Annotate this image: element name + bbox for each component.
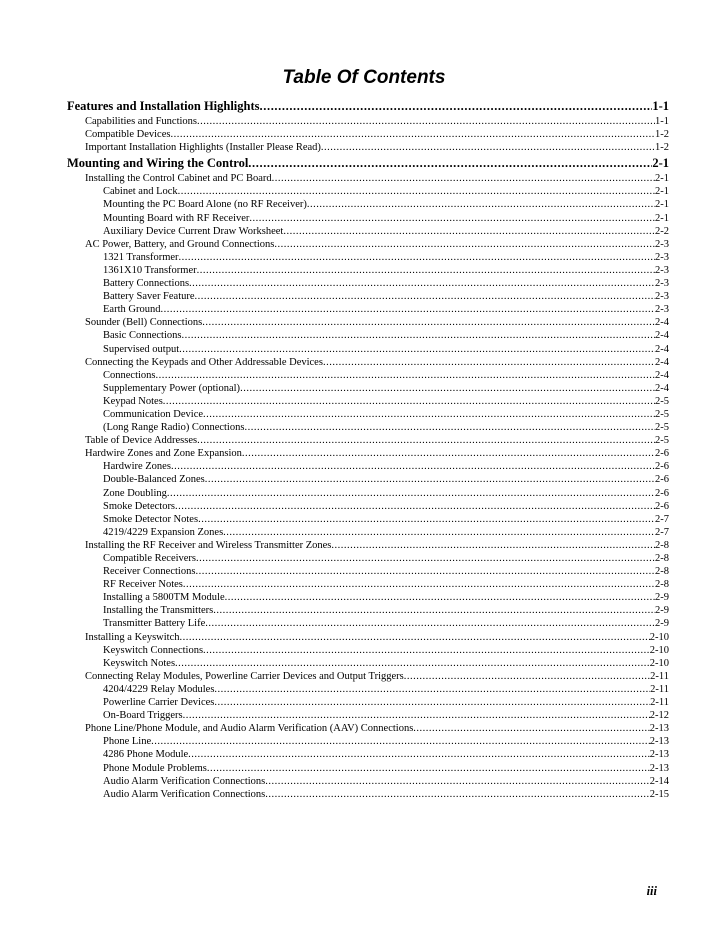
toc-entry-page: 2-7 <box>655 526 669 538</box>
toc-entry-page: 2-8 <box>655 579 669 591</box>
toc-item-entry <box>67 408 669 421</box>
toc-entry-page: 2-4 <box>655 382 669 394</box>
toc-entry-page: 2-8 <box>655 566 669 578</box>
toc-dot-leader <box>196 552 655 565</box>
toc-entry-page: 1-1 <box>652 99 669 113</box>
toc-entry-page: 2-4 <box>655 317 669 329</box>
toc-entry-page: 2-13 <box>649 736 669 748</box>
toc-entry-page: 2-11 <box>650 683 669 695</box>
toc-dot-leader <box>274 238 655 251</box>
toc-entry-label: Installing the Control Cabinet and PC Board <box>85 173 272 185</box>
toc-item-entry <box>67 277 669 290</box>
toc-dot-leader <box>175 657 650 670</box>
toc-dot-leader <box>203 408 655 421</box>
toc-entry-page: 2-2 <box>655 225 669 237</box>
toc-entry-label: Supplementary Power (optional) <box>103 382 241 394</box>
toc-entry-label: Zone Doubling <box>103 487 167 499</box>
toc-entry-label: Phone Module Problems <box>103 762 207 774</box>
toc-dot-leader <box>213 604 655 617</box>
toc-entry-page: 2-6 <box>655 448 669 460</box>
toc-entry-label: Table of Device Addresses <box>85 435 198 447</box>
toc-entry-label: Important Installation Highlights (Installer Please Read) <box>85 142 321 154</box>
toc-entry-label: Connecting Relay Modules, Powerline Carrier Devices and Output Triggers <box>85 670 404 682</box>
toc-entry-page: 2-6 <box>655 500 669 512</box>
toc-subsection-entry <box>67 447 669 460</box>
toc-item-entry <box>67 473 669 486</box>
toc-dot-leader <box>272 172 655 185</box>
toc-entry-page: 2-5 <box>655 408 669 420</box>
toc-item-entry <box>67 604 669 617</box>
toc-dot-leader <box>321 141 655 154</box>
toc-entry-label: Mounting and Wiring the Control <box>67 156 249 171</box>
toc-dot-leader <box>207 762 650 775</box>
toc-item-entry <box>67 212 669 225</box>
toc-dot-leader <box>170 128 655 141</box>
toc-item-entry <box>67 225 669 238</box>
toc-entry-label: Auxiliary Device Current Draw Worksheet <box>103 225 284 237</box>
toc-subsection-entry <box>67 631 669 644</box>
toc-dot-leader <box>183 578 655 591</box>
toc-dot-leader <box>265 788 650 801</box>
toc-dot-leader <box>307 198 655 211</box>
toc-entry-label: Mounting Board with RF Receiver <box>103 212 250 224</box>
toc-entry-label: Connecting the Keypads and Other Addressable Devices <box>85 356 323 368</box>
toc-item-entry <box>67 657 669 670</box>
toc-entry-label: Features and Installation Highlights <box>67 99 260 113</box>
toc-dot-leader <box>179 631 649 644</box>
toc-entry-label: Transmitter Battery Life <box>103 618 206 630</box>
toc-entry-page: 2-3 <box>655 291 669 303</box>
toc-item-entry <box>67 617 669 630</box>
toc-entry-label: Battery Connections <box>103 278 190 290</box>
toc-entry-label: Earth Ground <box>103 304 161 316</box>
toc-entry-label: (Long Range Radio) Connections <box>103 422 245 434</box>
toc-subsection-entry <box>67 722 669 735</box>
toc-entry-page: 2-13 <box>649 749 669 761</box>
toc-entry-label: Connections <box>103 369 156 381</box>
toc-entry-label: Cabinet and Lock <box>103 186 178 198</box>
toc-entry-label: Audio Alarm Verification Connections <box>103 775 266 787</box>
toc-dot-leader <box>163 395 655 408</box>
toc-item-entry <box>67 421 669 434</box>
toc-subsection-entry <box>67 238 669 251</box>
toc-entry-page: 2-13 <box>649 762 669 774</box>
toc-entry-page: 1-2 <box>655 142 669 154</box>
toc-dot-leader <box>202 316 655 329</box>
toc-entry-label: Hardwire Zones and Zone Expansion <box>85 448 242 460</box>
toc-entry-page: 1-2 <box>655 129 669 141</box>
toc-item-entry <box>67 303 669 316</box>
toc-entry-label: AC Power, Battery, and Ground Connections <box>85 238 275 250</box>
toc-dot-leader <box>179 343 655 356</box>
toc-subsection-entry <box>67 172 669 185</box>
toc-dot-leader <box>197 434 655 447</box>
toc-dot-leader <box>265 775 650 788</box>
toc-item-entry <box>67 369 669 382</box>
toc-dot-leader <box>189 277 655 290</box>
toc-dot-leader <box>181 329 655 342</box>
toc-entry-page: 2-8 <box>655 553 669 564</box>
toc-item-entry <box>67 500 669 513</box>
toc-dot-leader <box>178 185 655 198</box>
toc-item-entry <box>67 565 669 578</box>
toc-entry-label: Installing the Transmitters <box>103 605 214 617</box>
toc-entry-page: 2-10 <box>649 631 669 643</box>
toc-entry-label: Smoke Detectors <box>103 500 176 512</box>
toc-entry-label: Keyswitch Connections <box>103 644 204 656</box>
toc-item-entry <box>67 487 669 500</box>
toc-entry-page: 1-1 <box>655 116 669 127</box>
toc-section-entry <box>67 97 669 115</box>
toc-dot-leader <box>225 591 655 604</box>
toc-entry-label: Supervised output <box>103 343 180 355</box>
toc-dot-leader <box>197 264 655 277</box>
toc-entry-page: 2-11 <box>650 670 669 682</box>
toc-item-entry <box>67 735 669 748</box>
toc-item-entry <box>67 290 669 303</box>
toc-dot-leader <box>195 565 655 578</box>
toc-dot-leader <box>205 473 655 486</box>
toc-entry-page: 2-9 <box>655 592 669 604</box>
toc-dot-leader <box>179 251 655 264</box>
toc-entry-label: Smoke Detector Notes <box>103 513 199 525</box>
toc-entry-page: 2-13 <box>649 723 669 735</box>
toc-entry-page: 2-4 <box>655 343 669 355</box>
toc-dot-leader <box>248 154 652 172</box>
toc-entry-page: 2-3 <box>655 238 669 250</box>
toc-item-entry <box>67 788 669 801</box>
toc-item-entry <box>67 709 669 722</box>
toc-subsection-entry <box>67 670 669 683</box>
toc-dot-leader <box>283 225 655 238</box>
toc-entry-label: 4286 Phone Module <box>103 749 189 761</box>
toc-dot-leader <box>197 115 655 128</box>
toc-entry-page: 2-1 <box>655 186 669 198</box>
toc-entry-label: Keypad Notes <box>103 395 163 407</box>
toc-entry-page: 2-8 <box>655 539 669 551</box>
toc-entry-page: 2-10 <box>649 644 669 656</box>
toc-item-entry <box>67 552 669 565</box>
toc-entry-page: 2-9 <box>655 618 669 630</box>
toc-entry-label: 4204/4229 Relay Modules <box>103 683 215 695</box>
toc-item-entry <box>67 395 669 408</box>
toc-dot-leader <box>151 735 650 748</box>
toc-dot-leader <box>171 460 655 473</box>
toc-dot-leader <box>156 369 656 382</box>
toc-dot-leader <box>244 421 655 434</box>
toc-entry-page: 2-1 <box>652 156 669 171</box>
toc-dot-leader <box>223 526 655 539</box>
toc-entry-label: RF Receiver Notes <box>103 579 183 591</box>
toc-item-entry <box>67 748 669 761</box>
toc-item-entry <box>67 591 669 604</box>
toc-entry-page: 2-5 <box>655 395 669 407</box>
toc-entry-label: Audio Alarm Verification Connections <box>103 788 266 800</box>
toc-item-entry <box>67 343 669 356</box>
toc-dot-leader <box>167 487 655 500</box>
toc-dot-leader <box>331 539 655 552</box>
toc-subsection-entry <box>67 316 669 329</box>
toc-subsection-entry <box>67 115 669 128</box>
toc-entry-label: Installing the RF Receiver and Wireless Transmitter Zones <box>85 539 332 551</box>
toc-entry-label: On-Board Triggers <box>103 710 183 722</box>
toc-entry-page: 2-6 <box>655 474 669 486</box>
toc-subsection-entry <box>67 434 669 447</box>
toc-entry-page: 2-1 <box>655 199 669 211</box>
toc-entry-page: 2-14 <box>649 775 669 787</box>
toc-item-entry <box>67 198 669 211</box>
toc-item-entry <box>67 762 669 775</box>
toc-item-entry <box>67 329 669 342</box>
toc-entry-label: Compatible Receivers <box>103 553 197 564</box>
toc-entry-label: Battery Saver Feature <box>103 291 195 303</box>
toc-item-entry <box>67 513 669 526</box>
toc-entry-label: Powerline Carrier Devices <box>103 697 215 709</box>
toc-dot-leader <box>203 644 650 657</box>
toc-entry-page: 2-5 <box>655 435 669 447</box>
toc-subsection-entry <box>67 141 669 154</box>
toc-section-entry <box>67 154 669 172</box>
toc-entry-page: 2-6 <box>655 487 669 499</box>
toc-dot-leader <box>413 722 649 735</box>
toc-entry-page: 2-4 <box>655 369 669 381</box>
toc-item-entry <box>67 683 669 696</box>
toc-item-entry <box>67 526 669 539</box>
toc-entry-page: 2-5 <box>655 422 669 434</box>
toc-dot-leader <box>214 683 650 696</box>
toc-entry-label: Capabilities and Functions <box>85 116 197 127</box>
toc-dot-leader <box>160 303 655 316</box>
toc-item-entry <box>67 251 669 264</box>
toc-entry-label: Phone Line <box>103 736 152 748</box>
toc-dot-leader <box>183 709 650 722</box>
toc-entry-page: 2-9 <box>655 605 669 617</box>
toc-entry-label: 1361X10 Transformer <box>103 264 197 276</box>
toc-entry-page: 2-3 <box>655 264 669 276</box>
toc-entry-label: 4219/4229 Expansion Zones <box>103 526 224 538</box>
toc-dot-leader <box>249 212 655 225</box>
toc-entry-page: 2-15 <box>649 788 669 800</box>
toc-entry-page: 2-1 <box>655 173 669 185</box>
toc-subsection-entry <box>67 128 669 141</box>
toc-item-entry <box>67 578 669 591</box>
toc-entry-page: 2-11 <box>650 697 669 709</box>
toc-entry-page: 2-4 <box>655 356 669 368</box>
toc-entry-label: Mounting the PC Board Alone (no RF Receiver) <box>103 199 307 211</box>
toc-subsection-entry <box>67 356 669 369</box>
toc-entry-page: 2-6 <box>655 461 669 473</box>
toc-dot-leader <box>242 447 655 460</box>
toc-item-entry <box>67 382 669 395</box>
toc-entry-label: Sounder (Bell) Connections <box>85 317 203 329</box>
toc-entry-label: Installing a Keyswitch <box>85 631 180 643</box>
toc-subsection-entry <box>67 539 669 552</box>
toc-entry-page: 2-12 <box>649 710 669 722</box>
page-number: iii <box>646 884 657 898</box>
toc-dot-leader <box>260 97 653 115</box>
toc-entry-label: Installing a 5800TM Module <box>103 592 225 604</box>
toc-entry-page: 2-3 <box>655 304 669 316</box>
toc-entry-page: 2-3 <box>655 278 669 290</box>
toc-dot-leader <box>205 617 655 630</box>
toc-dot-leader <box>195 290 655 303</box>
toc-entry-page: 2-4 <box>655 330 669 342</box>
toc-entry-label: Phone Line/Phone Module, and Audio Alarm Verification (AAV) Connections <box>85 723 414 735</box>
toc-item-entry <box>67 644 669 657</box>
toc-item-entry <box>67 775 669 788</box>
toc-dot-leader <box>175 500 655 513</box>
table-of-contents <box>67 97 669 801</box>
toc-entry-label: Basic Connections <box>103 330 182 342</box>
toc-entry-label: Keyswitch Notes <box>103 657 176 669</box>
toc-entry-page: 2-10 <box>649 657 669 669</box>
toc-dot-leader <box>188 748 650 761</box>
toc-entry-label: Hardwire Zones <box>103 461 171 473</box>
toc-item-entry <box>67 185 669 198</box>
toc-dot-leader <box>214 696 650 709</box>
toc-entry-label: Receiver Connections <box>103 566 196 578</box>
toc-dot-leader <box>198 513 655 526</box>
toc-entry-page: 2-1 <box>655 212 669 224</box>
toc-entry-label: Communication Device <box>103 408 204 420</box>
toc-item-entry <box>67 696 669 709</box>
toc-entry-page: 2-3 <box>655 251 669 263</box>
toc-entry-page: 2-7 <box>655 513 669 525</box>
page-title: Table Of Contents <box>282 67 446 88</box>
toc-dot-leader <box>404 670 650 683</box>
toc-entry-label: Compatible Devices <box>85 129 171 141</box>
toc-dot-leader <box>240 382 655 395</box>
toc-item-entry <box>67 460 669 473</box>
toc-entry-label: Double-Balanced Zones <box>103 474 205 486</box>
toc-entry-label: 1321 Transformer <box>103 251 179 263</box>
toc-dot-leader <box>323 356 655 369</box>
toc-item-entry <box>67 264 669 277</box>
